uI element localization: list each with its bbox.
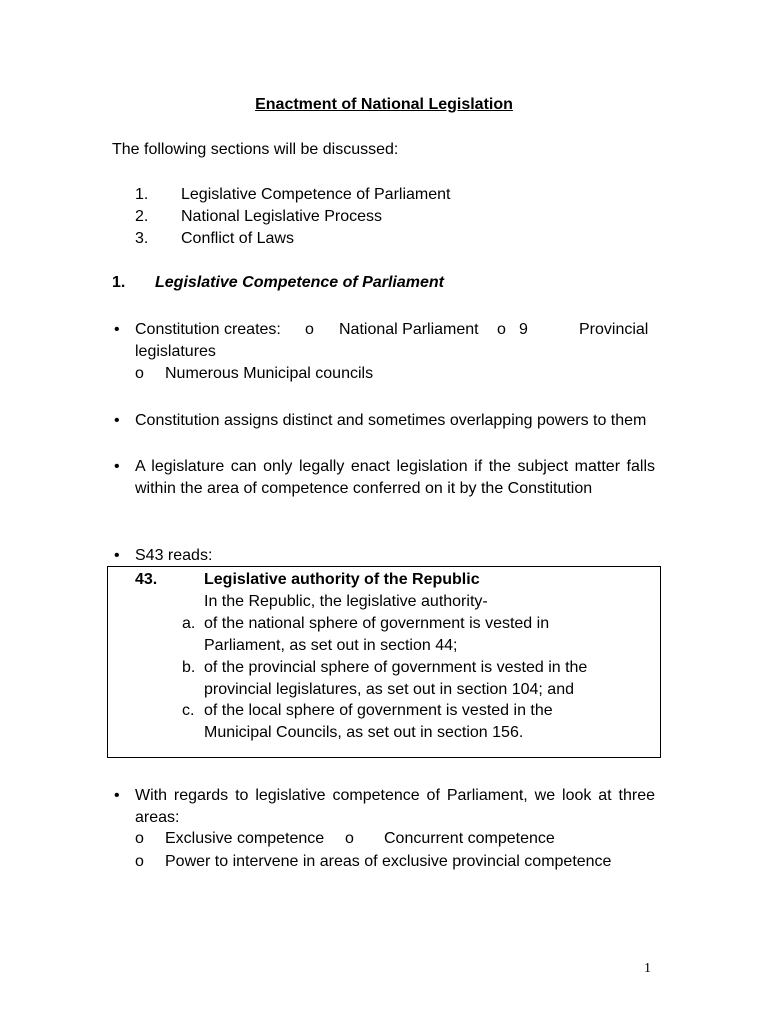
sub-bullet-icon: o <box>135 853 144 870</box>
section-number: 3. <box>135 230 149 247</box>
sub-bullet-text: Power to intervene in areas of exclusive provincial competence <box>165 853 612 870</box>
section-number: 1. <box>135 186 149 203</box>
s43-item-letter: a. <box>182 615 196 632</box>
s43-intro: In the Republic, the legislative authority- <box>204 593 488 610</box>
bullet-text: Constitution creates: <box>135 321 281 338</box>
bullet-text: Constitution assigns distinct and sometimes overlapping powers to them <box>135 412 647 429</box>
section-number: 2. <box>135 208 149 225</box>
s43-item-letter: b. <box>182 659 196 676</box>
section-label: National Legislative Process <box>181 208 382 225</box>
s43-number: 43. <box>135 571 158 588</box>
sub-bullet-text: Numerous Municipal councils <box>165 365 374 382</box>
sub-bullet-text: Exclusive competence <box>165 830 325 847</box>
sub-bullet-icon: o <box>135 830 144 847</box>
bullet-icon: • <box>114 458 120 475</box>
document-title: Enactment of National Legislation <box>255 96 513 113</box>
s43-item-text: of the national sphere of government is vested in Parliament, as set out in section 44; <box>204 615 550 654</box>
bullet-text: A legislature can only legally enact legislation if the subject matter falls within the area of competence conferred on it by the Constitution <box>135 458 655 497</box>
section-heading: Legislative Competence of Parliament <box>155 274 444 291</box>
sub-bullet-icon: o <box>345 830 354 847</box>
s43-item-letter: c. <box>182 702 195 719</box>
bullet-text: With regards to legislative competence of Parliament, we look at three areas: <box>135 787 655 826</box>
sub-bullet-text: National Parliament <box>339 321 479 338</box>
bullet-text: S43 reads: <box>135 547 213 564</box>
bullet-icon: • <box>114 321 120 338</box>
sub-bullet-icon: o <box>305 321 314 338</box>
bullet-icon: • <box>114 412 120 429</box>
s43-heading: Legislative authority of the Republic <box>204 571 480 588</box>
intro-text: The following sections will be discussed: <box>112 141 399 158</box>
sub-bullet-text: legislatures <box>135 343 216 360</box>
section-label: Conflict of Laws <box>181 230 294 247</box>
sub-bullet-icon: o <box>135 365 144 382</box>
sub-bullet-icon: o <box>497 321 506 338</box>
section-heading-number: 1. <box>112 274 126 291</box>
s43-item-text: of the local sphere of government is vested in the Municipal Councils, as set out in section 156. <box>204 702 553 741</box>
page-number: 1 <box>644 961 651 976</box>
section-label: Legislative Competence of Parliament <box>181 186 451 203</box>
sub-bullet-text: Concurrent competence <box>384 830 555 847</box>
bullet-icon: • <box>114 547 120 564</box>
sub-bullet-text: 9 <box>519 321 528 338</box>
sub-bullet-text: Provincial <box>579 321 649 338</box>
bullet-icon: • <box>114 787 120 804</box>
s43-item-text: of the provincial sphere of government is vested in the provincial legislatures, as set out in section 104; and <box>204 659 588 698</box>
